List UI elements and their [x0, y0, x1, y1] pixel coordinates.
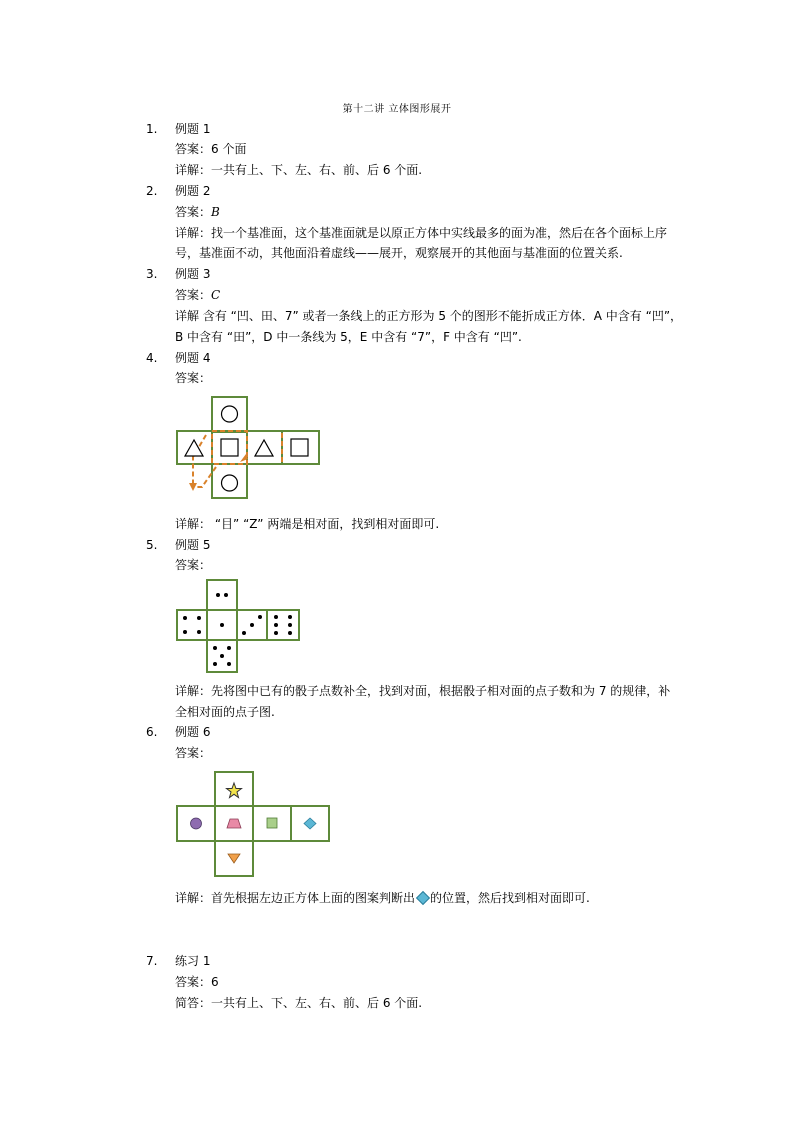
item-answer: 答案：: [175, 558, 212, 572]
square-icon: [267, 818, 277, 828]
item-number: 6.: [146, 725, 158, 739]
item-number: 3.: [146, 267, 158, 281]
item-detail-line: 全相对面的点子图.: [175, 705, 275, 719]
item-answer: 答案：: [175, 371, 212, 385]
item-detail-line: B 中含有 “田”，D 中一条线为 5，E 中含有 “7”，F 中含有 “凹”.: [175, 330, 522, 344]
square-icon: [221, 439, 238, 456]
item-number: 7.: [146, 954, 158, 968]
answer-value: C: [211, 288, 221, 302]
item-detail: 简答：一共有上、下、左、右、前、后 6 个面.: [175, 996, 423, 1010]
square-icon: [291, 439, 308, 456]
page-title: 第十二讲 立体图形展开: [342, 104, 452, 115]
item-answer: 答案：6: [175, 975, 219, 989]
answer-prefix: 答案：: [175, 205, 212, 219]
triangle-icon: [255, 440, 273, 456]
item-detail-line: 详解：找一个基准面，这个基准面就是以原正方体中实线最多的面为准，然后在各个面标上序: [175, 226, 668, 240]
item-heading: 练习 1: [175, 954, 211, 968]
star-icon: [227, 783, 242, 798]
item-detail: 详解：一共有上、下、左、右、前、后 6 个面.: [175, 163, 423, 177]
item-number: 1.: [146, 122, 158, 136]
item-answer: [175, 287, 220, 303]
diamond-icon: [416, 891, 430, 905]
detail-after: 的位置，然后找到相对面即可.: [430, 891, 590, 905]
item-detail: [175, 890, 590, 906]
item-detail: 详解： “目” “Z” 两端是相对面，找到相对面即可.: [175, 517, 440, 531]
answer-prefix: 答案：: [175, 288, 212, 302]
cube-net-figure-6: [176, 770, 332, 878]
item-answer: 答案：: [175, 746, 212, 760]
detail-before: 详解：首先根据左边正方体上面的图案判断出: [175, 891, 416, 905]
item-detail-line: 号，基准面不动，其他面沿着虚线——展开，观察展开的其他面与基准面的位置关系.: [175, 246, 623, 260]
item-heading: 例题 3: [175, 267, 211, 281]
diamond-icon: [304, 818, 316, 829]
item-detail-line: 详解：先将图中已有的骰子点数补全，找到对面，根据骰子相对面的点子数和为 7 的规律，补: [175, 684, 671, 698]
item-number: 5.: [146, 538, 158, 552]
item-heading: 例题 6: [175, 725, 211, 739]
item-heading: 例题 2: [175, 184, 211, 198]
circle-icon: [191, 818, 202, 829]
item-answer: [175, 204, 220, 220]
item-answer: 答案：6 个面: [175, 142, 247, 156]
circle-icon: [222, 475, 238, 491]
answer-value: B: [211, 205, 220, 219]
item-number: 4.: [146, 351, 158, 365]
item-number: 2.: [146, 184, 158, 198]
item-detail-line: 详解 含有 “凹、田、7” 或者一条线上的正方形为 5 个的图形不能折成正方体．A 中含有 “凹”，: [175, 309, 683, 323]
trapezoid-icon: [227, 819, 241, 828]
triangle-icon: [228, 854, 240, 863]
die-face: [207, 580, 237, 610]
circle-icon: [222, 406, 238, 422]
die-face: [267, 610, 299, 640]
cube-net-figure-4: [176, 395, 321, 500]
die-face: [177, 610, 207, 640]
item-heading: 例题 5: [175, 538, 211, 552]
dice-net-figure-5: [176, 578, 302, 674]
triangle-icon: [185, 440, 203, 456]
item-heading: 例题 4: [175, 351, 211, 365]
item-heading: 例题 1: [175, 122, 211, 136]
